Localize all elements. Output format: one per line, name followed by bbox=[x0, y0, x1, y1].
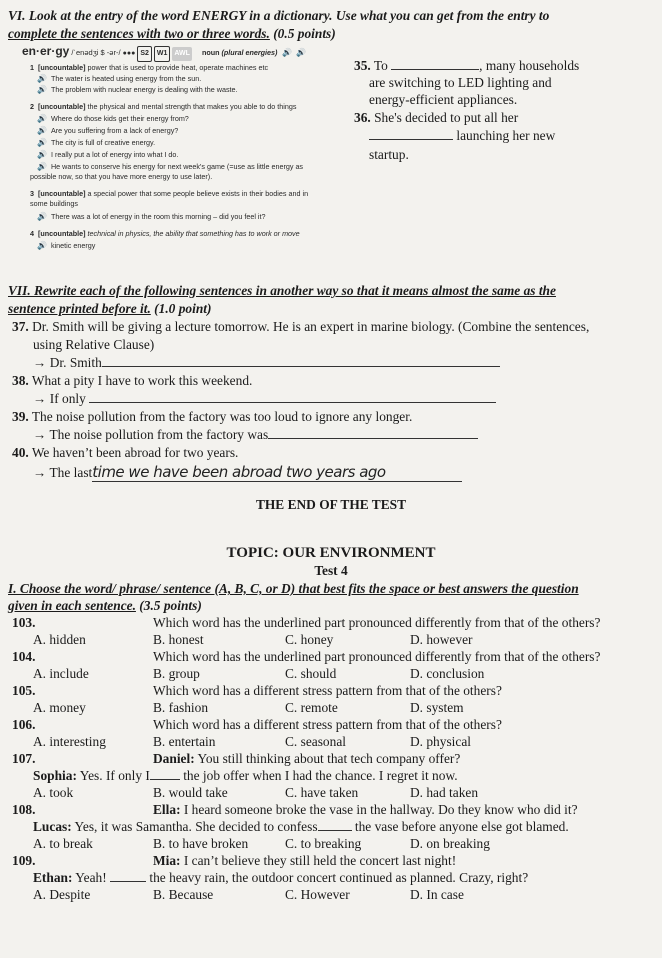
sense-definition: technical in physics, the ability that something has to work or move bbox=[85, 229, 300, 238]
option-d[interactable]: D. however bbox=[410, 632, 473, 647]
option-b[interactable]: B. group bbox=[153, 666, 200, 681]
question-stem: Which word has the underlined part pronounced differently from that of the others? bbox=[153, 649, 601, 664]
section1-heading-line2 bbox=[8, 598, 202, 614]
speaker-name: Daniel: bbox=[153, 751, 195, 766]
dict-example bbox=[37, 138, 155, 147]
option-a[interactable]: A. Despite bbox=[33, 887, 91, 902]
dict-example bbox=[37, 212, 266, 221]
section6-heading-text: complete the sentences with two or three words. bbox=[8, 26, 270, 41]
q38-text: What a pity I have to work this weekend. bbox=[31, 373, 253, 388]
q36-blank[interactable] bbox=[369, 139, 453, 140]
dict-sense-2 bbox=[30, 102, 296, 111]
dict-sense-1 bbox=[30, 63, 268, 72]
dialogue-line-2 bbox=[33, 819, 569, 835]
speaker-icon[interactable]: 🔊 bbox=[37, 74, 47, 83]
question-number: 106. bbox=[12, 717, 36, 732]
example-text: kinetic energy bbox=[50, 241, 96, 250]
dialogue-text: I can’t believe they still held the concert last night! bbox=[180, 853, 457, 868]
section6-heading-line1: VI. Look at the entry of the word ENERGY in a dictionary. Use what you can get from the entry to bbox=[8, 8, 550, 23]
speaker-name: Lucas: bbox=[33, 819, 72, 834]
speaker-icon[interactable]: 🔊 bbox=[37, 126, 47, 135]
question-number: 39. bbox=[12, 409, 29, 424]
example-text: The problem with nuclear energy is dealing with the waste. bbox=[50, 85, 238, 94]
option-c[interactable]: C. honey bbox=[285, 632, 334, 647]
speaker-name: Ella: bbox=[153, 802, 181, 817]
dialogue-text: Yes, it was Samantha. She decided to confess bbox=[71, 819, 318, 834]
question-stem: Which word has a different stress pattern from that of the others? bbox=[153, 717, 502, 732]
test-label: Test 4 bbox=[314, 563, 348, 578]
question-number: 40. bbox=[12, 445, 29, 460]
option-b[interactable]: B. honest bbox=[153, 632, 204, 647]
option-b[interactable]: B. Because bbox=[153, 887, 214, 902]
question-number: 104. bbox=[12, 649, 36, 664]
example-text: The water is heated using energy from the sun. bbox=[50, 74, 202, 83]
dialogue-line-1 bbox=[153, 802, 578, 818]
question-number: 109. bbox=[12, 853, 36, 868]
dialogue-line-1 bbox=[153, 853, 456, 869]
q39-prompt: → The noise pollution from the factory was bbox=[33, 427, 269, 442]
option-d[interactable]: D. on breaking bbox=[410, 836, 490, 851]
section6-points: (0.5 points) bbox=[269, 26, 336, 41]
option-c[interactable]: C. to breaking bbox=[285, 836, 362, 851]
dialogue-line-1 bbox=[153, 751, 460, 767]
speaker-icon[interactable]: 🔊 bbox=[37, 114, 47, 123]
sense-definition: power that is used to provide heat, operate machines etc bbox=[85, 63, 269, 72]
q37-answer bbox=[33, 355, 500, 371]
q40-prompt: → The last bbox=[33, 465, 93, 480]
example-text: The city is full of creative energy. bbox=[50, 138, 156, 147]
question-number: 107. bbox=[12, 751, 36, 766]
speaker-icon[interactable]: 🔊 bbox=[37, 150, 47, 159]
dict-example bbox=[37, 150, 178, 159]
option-b[interactable]: B. entertain bbox=[153, 734, 216, 749]
dict-sense-4 bbox=[30, 229, 300, 238]
answer-blank[interactable] bbox=[318, 830, 352, 831]
sense-number: 3 bbox=[30, 189, 34, 198]
example-text: Are you suffering from a lack of energy? bbox=[50, 126, 179, 135]
section7-heading-line2 bbox=[8, 301, 211, 317]
example-text: He wants to conserve his energy for next week's game (=use as little energy as bbox=[50, 162, 304, 171]
q36-text-b: launching her new bbox=[456, 128, 556, 143]
q36-line1 bbox=[354, 110, 518, 126]
q36-line3: startup. bbox=[369, 147, 409, 162]
option-c[interactable]: C. seasonal bbox=[285, 734, 346, 749]
answer-blank[interactable] bbox=[110, 881, 146, 882]
option-c[interactable]: C. However bbox=[285, 887, 350, 902]
option-d[interactable]: D. In case bbox=[410, 887, 464, 902]
speaker-name: Ethan: bbox=[33, 870, 73, 885]
option-d[interactable]: D. system bbox=[410, 700, 464, 715]
section6-heading-line2 bbox=[8, 26, 336, 42]
q35-blank[interactable] bbox=[391, 69, 479, 70]
option-c[interactable]: C. have taken bbox=[285, 785, 359, 800]
badge-w1: W1 bbox=[154, 46, 171, 62]
dictionary-entry bbox=[22, 44, 352, 250]
q37-prompt: → Dr. Smith bbox=[33, 355, 102, 370]
answer-blank[interactable] bbox=[150, 779, 180, 780]
sense-definition: a special power that some people believe exists in their bodies and in bbox=[85, 189, 309, 198]
dict-example-cont: possible now, so that you have more energy to use later). bbox=[30, 172, 213, 181]
q38-prompt: → If only bbox=[33, 391, 86, 406]
q36-text-a: She's decided to put all her bbox=[374, 110, 519, 125]
dict-example bbox=[37, 126, 178, 135]
dict-plural: (plural energies) bbox=[221, 48, 278, 57]
option-a[interactable]: A. money bbox=[33, 700, 86, 715]
speaker-icon[interactable]: 🔊 bbox=[37, 212, 47, 221]
section1-heading-text: given in each sentence. bbox=[8, 598, 136, 613]
q38-line bbox=[12, 373, 252, 389]
question-number: 38. bbox=[12, 373, 29, 388]
speaker-name: Sophia: bbox=[33, 768, 77, 783]
section1-points: (3.5 points) bbox=[135, 598, 202, 613]
q35-line2: are switching to LED lighting and bbox=[369, 75, 552, 90]
sense-tag: [uncountable] bbox=[38, 63, 86, 72]
dialogue-text: the heavy rain, the outdoor concert continued as planned. Crazy, right? bbox=[146, 870, 529, 885]
dialogue-line-2 bbox=[33, 768, 458, 784]
dialogue-text: the job offer when I had the chance. I regret it now. bbox=[179, 768, 458, 783]
end-of-test: THE END OF THE TEST bbox=[255, 497, 407, 512]
sense-number: 2 bbox=[30, 102, 34, 111]
dialogue-text: the vase before anyone else got blamed. bbox=[351, 819, 569, 834]
q37-line1 bbox=[12, 319, 589, 335]
q36-line2 bbox=[369, 128, 555, 144]
sense-tag: [uncountable] bbox=[38, 102, 86, 111]
dict-example bbox=[37, 114, 189, 123]
q37-text: Dr. Smith will be giving a lecture tomorrow. He is an expert in marine biology. (Combine the sentences, bbox=[32, 319, 590, 334]
option-d[interactable]: D. conclusion bbox=[410, 666, 485, 681]
dialogue-text: You still thinking about that tech company offer? bbox=[194, 751, 461, 766]
option-b[interactable]: B. would take bbox=[153, 785, 228, 800]
speaker-icon[interactable]: 🔊 bbox=[37, 138, 47, 147]
section7-heading-text: sentence printed before it. bbox=[8, 301, 151, 316]
speaker-name: Mia: bbox=[153, 853, 181, 868]
option-d[interactable]: D. had taken bbox=[410, 785, 479, 800]
question-stem: Which word has a different stress pattern from that of the others? bbox=[153, 683, 502, 698]
speaker-icon[interactable]: 🔊 bbox=[282, 48, 293, 57]
dict-frequency-dots: ●●● bbox=[122, 50, 136, 57]
example-text: I really put a lot of energy into what I do. bbox=[50, 150, 179, 159]
badge-s2: S2 bbox=[137, 46, 152, 62]
dialogue-text: Yeah! bbox=[72, 870, 107, 885]
topic-title: TOPIC: OUR ENVIRONMENT bbox=[226, 545, 436, 561]
sense-tag: [uncountable] bbox=[38, 229, 86, 238]
dict-pronunciation: /ˈenədʒi $ -ər-/ bbox=[69, 48, 123, 57]
dict-example bbox=[37, 241, 95, 250]
question-number: 36. bbox=[354, 110, 371, 125]
q40-line bbox=[12, 445, 238, 461]
q39-line bbox=[12, 409, 412, 425]
question-number: 108. bbox=[12, 802, 36, 817]
example-text: Where do those kids get their energy from? bbox=[50, 114, 189, 123]
dialogue-line-2 bbox=[33, 870, 528, 886]
option-a[interactable]: A. include bbox=[33, 666, 89, 681]
q38-blank[interactable] bbox=[89, 402, 496, 403]
dict-example bbox=[37, 85, 238, 94]
option-b[interactable]: B. fashion bbox=[153, 700, 209, 715]
sense-definition: the physical and mental strength that makes you able to do things bbox=[85, 102, 297, 111]
option-a[interactable]: A. interesting bbox=[33, 734, 106, 749]
option-a[interactable]: A. to break bbox=[33, 836, 93, 851]
sense-number: 1 bbox=[30, 63, 34, 72]
section1-heading-line1 bbox=[8, 581, 579, 597]
q40-handwritten-answer[interactable]: time we have been abroad two years ago bbox=[92, 463, 462, 482]
dialogue-text: Yes. If only I bbox=[76, 768, 150, 783]
section7-points: (1.0 point) bbox=[150, 301, 212, 316]
example-text: There was a lot of energy in the room this morning – did you feel it? bbox=[50, 212, 266, 221]
q40-text: We haven’t been abroad for two years. bbox=[31, 445, 239, 460]
q35-line3: energy-efficient appliances. bbox=[369, 92, 518, 107]
dict-header bbox=[22, 44, 352, 58]
q39-blank[interactable] bbox=[268, 438, 478, 439]
dict-sense-3-cont: some buildings bbox=[30, 199, 78, 208]
dict-headword: en·er·gy bbox=[22, 44, 70, 58]
q37-blank[interactable] bbox=[102, 366, 500, 367]
badge-awl: AWL bbox=[172, 47, 192, 61]
option-d[interactable]: D. physical bbox=[410, 734, 471, 749]
question-number: 37. bbox=[12, 319, 29, 334]
sense-tag: [uncountable] bbox=[38, 189, 86, 198]
dict-example bbox=[37, 74, 201, 83]
q39-text: The noise pollution from the factory was too loud to ignore any longer. bbox=[31, 409, 413, 424]
q38-answer bbox=[33, 391, 496, 407]
section1-heading-text: I. Choose the word/ phrase/ sentence (A, B, C, or D) that best fits the space or best answers the question bbox=[8, 581, 579, 596]
q35-text-a: To bbox=[373, 58, 388, 73]
section7-heading-text: VII. Rewrite each of the following sentences in another way so that it means almost the same as the bbox=[8, 283, 556, 298]
question-number: 35. bbox=[354, 58, 371, 73]
q40-answer bbox=[33, 463, 462, 482]
option-a[interactable]: A. hidden bbox=[33, 632, 86, 647]
dict-example bbox=[37, 162, 303, 171]
speaker-icon[interactable]: 🔊 bbox=[296, 48, 307, 57]
dialogue-text: I heard someone broke the vase in the hallway. Do they know who did it? bbox=[180, 802, 578, 817]
option-c[interactable]: C. remote bbox=[285, 700, 338, 715]
dict-pos: noun bbox=[201, 48, 220, 57]
speaker-icon[interactable]: 🔊 bbox=[37, 241, 47, 250]
question-number: 105. bbox=[12, 683, 36, 698]
sense-number: 4 bbox=[30, 229, 34, 238]
section7-heading-line1 bbox=[8, 283, 556, 299]
dict-sense-3 bbox=[30, 189, 308, 198]
q39-answer bbox=[33, 427, 478, 443]
option-a[interactable]: A. took bbox=[33, 785, 74, 800]
option-c[interactable]: C. should bbox=[285, 666, 337, 681]
speaker-icon[interactable]: 🔊 bbox=[37, 162, 47, 171]
q37-line2: using Relative Clause) bbox=[33, 337, 155, 352]
option-b[interactable]: B. to have broken bbox=[153, 836, 249, 851]
q35-line1 bbox=[354, 58, 579, 74]
q35-text-b: , many households bbox=[479, 58, 580, 73]
speaker-icon[interactable]: 🔊 bbox=[37, 85, 47, 94]
question-number: 103. bbox=[12, 615, 36, 630]
question-stem: Which word has the underlined part pronounced differently from that of the others? bbox=[153, 615, 601, 630]
